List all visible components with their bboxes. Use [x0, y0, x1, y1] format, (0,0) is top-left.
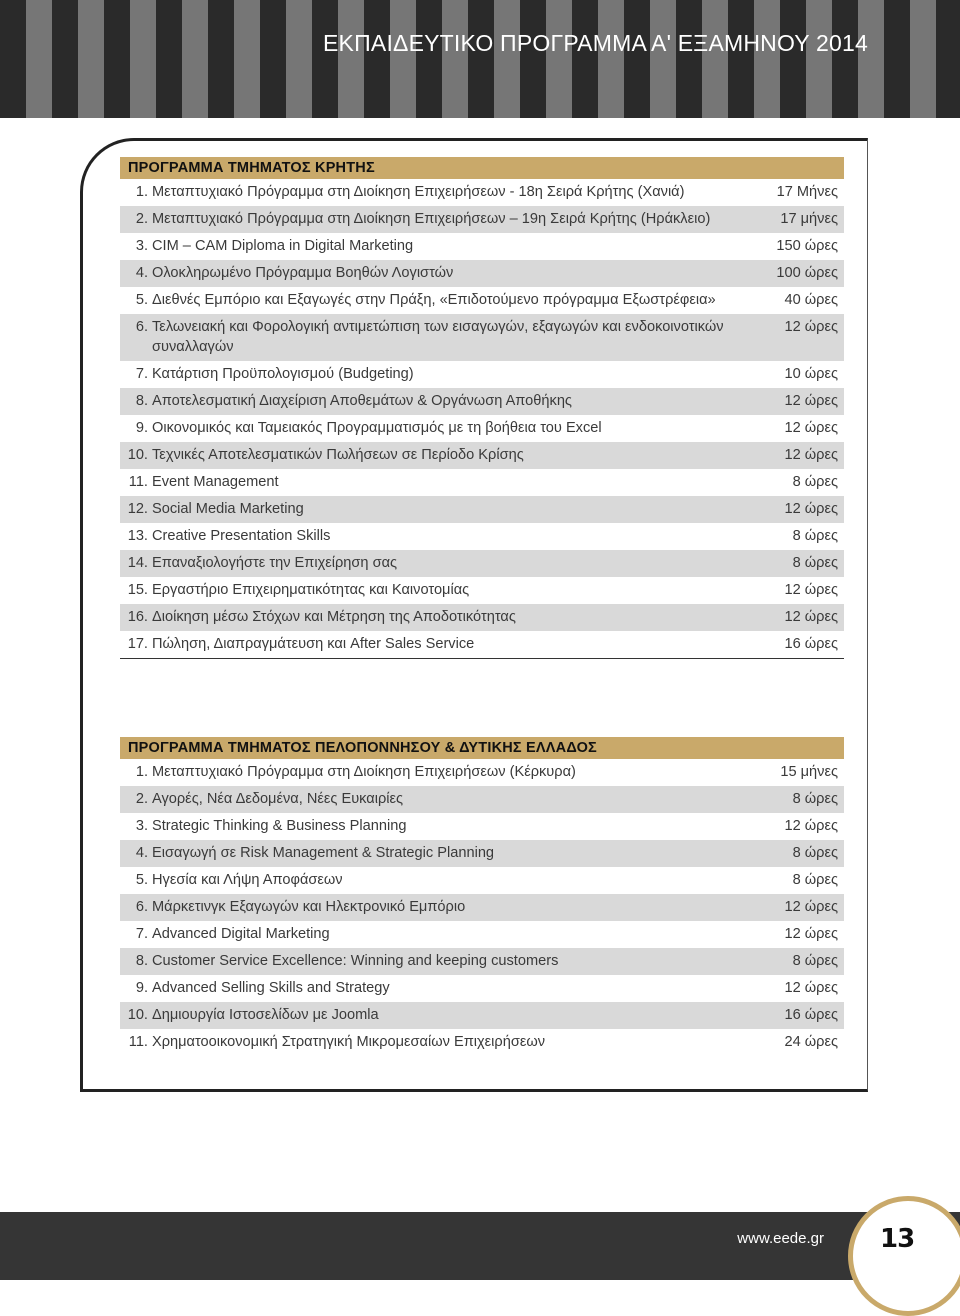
course-number: 8. — [135, 393, 148, 409]
course-duration: 8 ώρες — [792, 872, 838, 888]
course-number: 4. — [135, 265, 148, 281]
course-duration: 12 ώρες — [784, 609, 838, 625]
course-row — [120, 442, 844, 469]
course-duration: 12 ώρες — [784, 447, 838, 463]
course-title: Advanced Selling Skills and Strategy — [152, 980, 390, 996]
course-title: Αποτελεσματική Διαχείριση Αποθεμάτων & Οργάνωση Αποθήκης — [152, 393, 572, 409]
course-duration: 8 ώρες — [792, 474, 838, 490]
course-duration: 12 ώρες — [784, 420, 838, 436]
course-number: 7. — [135, 366, 148, 382]
course-number: 1. — [135, 764, 148, 780]
course-number: 2. — [135, 211, 148, 227]
course-duration: 12 ώρες — [784, 582, 838, 598]
course-row — [120, 786, 844, 813]
peloponnese-section-title: ΠΡΟΓΡΑΜΜΑ ΤΜΗΜΑΤΟΣ ΠΕΛΟΠΟΝΝΗΣΟΥ & ΔΥΤΙΚΗΣ ΕΛΛΑΔΟΣ — [120, 737, 844, 759]
website-link[interactable]: www.eede.gr — [737, 1230, 824, 1247]
course-duration: 12 ώρες — [784, 899, 838, 915]
course-title: Μεταπτυχιακό Πρόγραμμα στη Διοίκηση Επιχειρήσεων - 18η Σειρά Κρήτης (Χανιά) — [152, 184, 685, 200]
course-duration: 8 ώρες — [792, 845, 838, 861]
course-duration: 17 μήνες — [780, 211, 838, 227]
course-duration: 15 μήνες — [780, 764, 838, 780]
course-duration: 12 ώρες — [784, 926, 838, 942]
course-row — [120, 496, 844, 523]
course-duration: 24 ώρες — [784, 1034, 838, 1050]
course-title: Τελωνειακή και Φορολογική αντιμετώπιση των εισαγωγών, εξαγωγών και ενδοκοινοτικών συναλλαγών — [152, 319, 724, 355]
crete-section-title: ΠΡΟΓΡΑΜΜΑ ΤΜΗΜΑΤΟΣ ΚΡΗΤΗΣ — [120, 157, 844, 179]
course-title: Event Management — [152, 474, 279, 490]
course-number: 10. — [127, 447, 148, 463]
course-row — [120, 867, 844, 894]
course-duration: 12 ώρες — [784, 980, 838, 996]
peloponnese-course-list — [120, 759, 844, 1056]
course-title: Μεταπτυχιακό Πρόγραμμα στη Διοίκηση Επιχειρήσεων – 19η Σειρά Κρήτης (Ηράκλειο) — [152, 211, 711, 227]
course-row — [120, 260, 844, 287]
course-title: Κατάρτιση Προϋπολογισμού (Budgeting) — [152, 366, 414, 382]
course-title: Μεταπτυχιακό Πρόγραμμα στη Διοίκηση Επιχειρήσεων (Κέρκυρα) — [152, 764, 576, 780]
course-title: Δημιουργία Ιστοσελίδων με Joomla — [152, 1007, 379, 1023]
course-number: 1. — [135, 184, 148, 200]
crete-course-list — [120, 179, 844, 659]
course-row — [120, 604, 844, 631]
course-duration: 12 ώρες — [784, 319, 838, 335]
course-duration: 12 ώρες — [784, 501, 838, 517]
course-duration: 8 ώρες — [792, 555, 838, 571]
course-duration: 8 ώρες — [792, 953, 838, 969]
course-number: 2. — [135, 791, 148, 807]
course-title: Διεθνές Εμπόριο και Εξαγωγές στην Πράξη, «Επιδοτούμενο πρόγραμμα Εξωστρέφεια» — [152, 292, 716, 308]
course-title: Επαναξιολογήστε την Επιχείρηση σας — [152, 555, 398, 571]
course-row — [120, 759, 844, 786]
document-title: ΕΚΠΑΙΔΕΥΤΙΚΟ ΠΡΟΓΡΑΜΜΑ Α' ΕΞΑΜΗΝΟΥ 2014 — [323, 30, 868, 56]
course-number: 13. — [127, 528, 148, 544]
course-number: 5. — [135, 292, 148, 308]
course-row — [120, 577, 844, 604]
crete-program-section — [120, 157, 844, 659]
course-row — [120, 388, 844, 415]
course-title: Τεχνικές Αποτελεσματικών Πωλήσεων σε Περίοδο Κρίσης — [152, 447, 524, 463]
course-title: Διοίκηση μέσω Στόχων και Μέτρηση της Αποδοτικότητας — [152, 609, 516, 625]
course-number: 14. — [127, 555, 148, 571]
course-title: Customer Service Excellence: Winning and keeping customers — [152, 953, 559, 969]
course-title: Strategic Thinking & Business Planning — [152, 818, 407, 834]
course-row — [120, 894, 844, 921]
course-row — [120, 469, 844, 496]
course-number: 8. — [135, 953, 148, 969]
course-title: Χρηματοοικονομική Στρατηγική Μικρομεσαίων Επιχειρήσεων — [152, 1034, 546, 1050]
course-row — [120, 206, 844, 233]
course-number: 11. — [128, 1034, 148, 1050]
course-number: 10. — [127, 1007, 148, 1023]
course-number: 3. — [135, 818, 148, 834]
course-duration: 17 Μήνες — [776, 184, 838, 200]
course-duration: 12 ώρες — [784, 393, 838, 409]
course-row — [120, 415, 844, 442]
footer-bar — [0, 1212, 960, 1280]
course-row — [120, 287, 844, 314]
course-duration: 16 ώρες — [784, 636, 838, 652]
course-number: 6. — [135, 319, 148, 335]
course-title: Πώληση, Διαπραγμάτευση και After Sales Service — [152, 636, 475, 652]
course-number: 7. — [135, 926, 148, 942]
course-number: 4. — [135, 845, 148, 861]
course-number: 17. — [127, 636, 148, 652]
course-title: Advanced Digital Marketing — [152, 926, 330, 942]
course-row — [120, 1029, 844, 1056]
page-number: 13 — [880, 1224, 915, 1254]
peloponnese-program-section — [120, 737, 844, 1056]
course-number: 12. — [127, 501, 148, 517]
course-number: 6. — [135, 899, 148, 915]
course-row — [120, 179, 844, 206]
course-title: Μάρκετινγκ Εξαγωγών και Ηλεκτρονικό Εμπόριο — [152, 899, 466, 915]
course-duration: 8 ώρες — [792, 528, 838, 544]
course-row — [120, 361, 844, 388]
course-row — [120, 975, 844, 1002]
course-row — [120, 523, 844, 550]
course-row — [120, 840, 844, 867]
page-number-badge — [848, 1196, 960, 1316]
course-number: 9. — [135, 980, 148, 996]
course-title: Εργαστήριο Επιχειρηματικότητας και Καινοτομίας — [152, 582, 470, 598]
course-row — [120, 550, 844, 577]
course-title: Creative Presentation Skills — [152, 528, 331, 544]
course-duration: 12 ώρες — [784, 818, 838, 834]
course-title: Αγορές, Νέα Δεδομένα, Νέες Ευκαιρίες — [152, 791, 404, 807]
course-title: CIM – CAM Diploma in Digital Marketing — [152, 238, 414, 254]
course-row — [120, 813, 844, 840]
course-row — [120, 1002, 844, 1029]
course-duration: 40 ώρες — [784, 292, 838, 308]
course-number: 15. — [127, 582, 148, 598]
course-number: 11. — [128, 474, 148, 490]
course-number: 5. — [135, 872, 148, 888]
course-row — [120, 631, 844, 659]
course-title: Social Media Marketing — [152, 501, 304, 517]
course-title: Εισαγωγή σε Risk Management & Strategic Planning — [152, 845, 495, 861]
course-duration: 150 ώρες — [776, 238, 838, 254]
course-title: Οικονομικός και Ταμειακός Προγραμματισμός με τη βοήθεια του Excel — [152, 420, 602, 436]
course-duration: 16 ώρες — [784, 1007, 838, 1023]
course-number: 16. — [127, 609, 148, 625]
course-number: 9. — [135, 420, 148, 436]
course-number: 3. — [135, 238, 148, 254]
course-duration: 10 ώρες — [784, 366, 838, 382]
course-row — [120, 233, 844, 260]
course-duration: 8 ώρες — [792, 791, 838, 807]
course-row — [120, 921, 844, 948]
course-row — [120, 948, 844, 975]
header-banner — [0, 0, 960, 118]
course-title: Ηγεσία και Λήψη Αποφάσεων — [152, 872, 343, 888]
course-duration: 100 ώρες — [776, 265, 838, 281]
course-title: Ολοκληρωμένο Πρόγραμμα Βοηθών Λογιστών — [152, 265, 454, 281]
course-row — [120, 314, 844, 361]
